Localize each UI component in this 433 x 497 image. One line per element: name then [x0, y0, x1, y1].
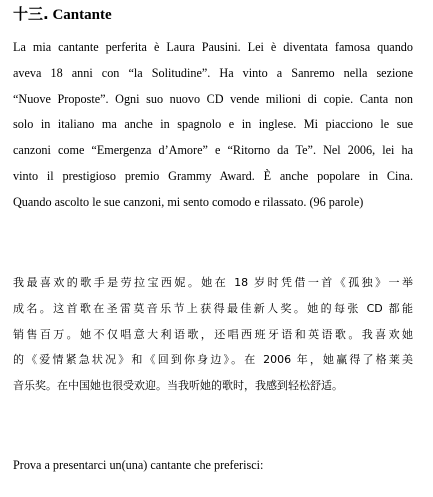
chinese-line: 销售百万。她不仅唱意大利语歌，还唱西班牙语和英语歌。我喜欢她	[13, 327, 413, 341]
section-title	[13, 4, 112, 25]
italian-line: Quando ascolto le sue canzoni, mi sento comodo e rilassato. (96 parole)	[13, 194, 364, 209]
chinese-line: 的《爱情紧急状况》和《回到你身边》。在 2006 年，她赢得了格莱美	[13, 353, 413, 367]
writing-prompt: Prova a presentarci un(una) cantante che preferisci:	[13, 458, 264, 472]
italian-line: vinto il prestigioso premio Grammy Award. È anche popolare in Cina.	[13, 168, 413, 183]
section-title-text: Cantante	[52, 7, 112, 23]
italian-paragraph	[13, 35, 413, 216]
italian-line: aveva 18 anni con “la Solitudine”. Ha vinto a Sanremo nella sezione	[13, 65, 413, 80]
chinese-line: 我最喜欢的歌手是劳拉宝西妮。她在 18 岁时凭借一首《孤独》一举	[13, 276, 413, 289]
italian-line: solo in italiano ma anche in spagnolo e in inglese. Mi piacciono le sue	[13, 117, 413, 132]
chinese-line: 成名。这首歌在圣雷莫音乐节上获得最佳新人奖。她的每张 CD 都能	[13, 301, 413, 315]
italian-line: “Nuove Proposte”. Ogni suo nuovo CD vende milioni di copie. Canta non	[13, 91, 413, 106]
section-number: 十三.	[13, 5, 49, 23]
italian-line: canzoni come “Emergenza d’Amore” e “Ritorno da Te”. Nel 2006, lei ha	[13, 143, 413, 158]
chinese-paragraph	[13, 270, 413, 399]
chinese-line: 音乐奖。在中国她也很受欢迎。当我听她的歌时，我感到轻松舒适。	[13, 379, 343, 393]
italian-line: La mia cantante perferita è Laura Pausini. Lei è diventata famosa quando	[13, 40, 413, 54]
